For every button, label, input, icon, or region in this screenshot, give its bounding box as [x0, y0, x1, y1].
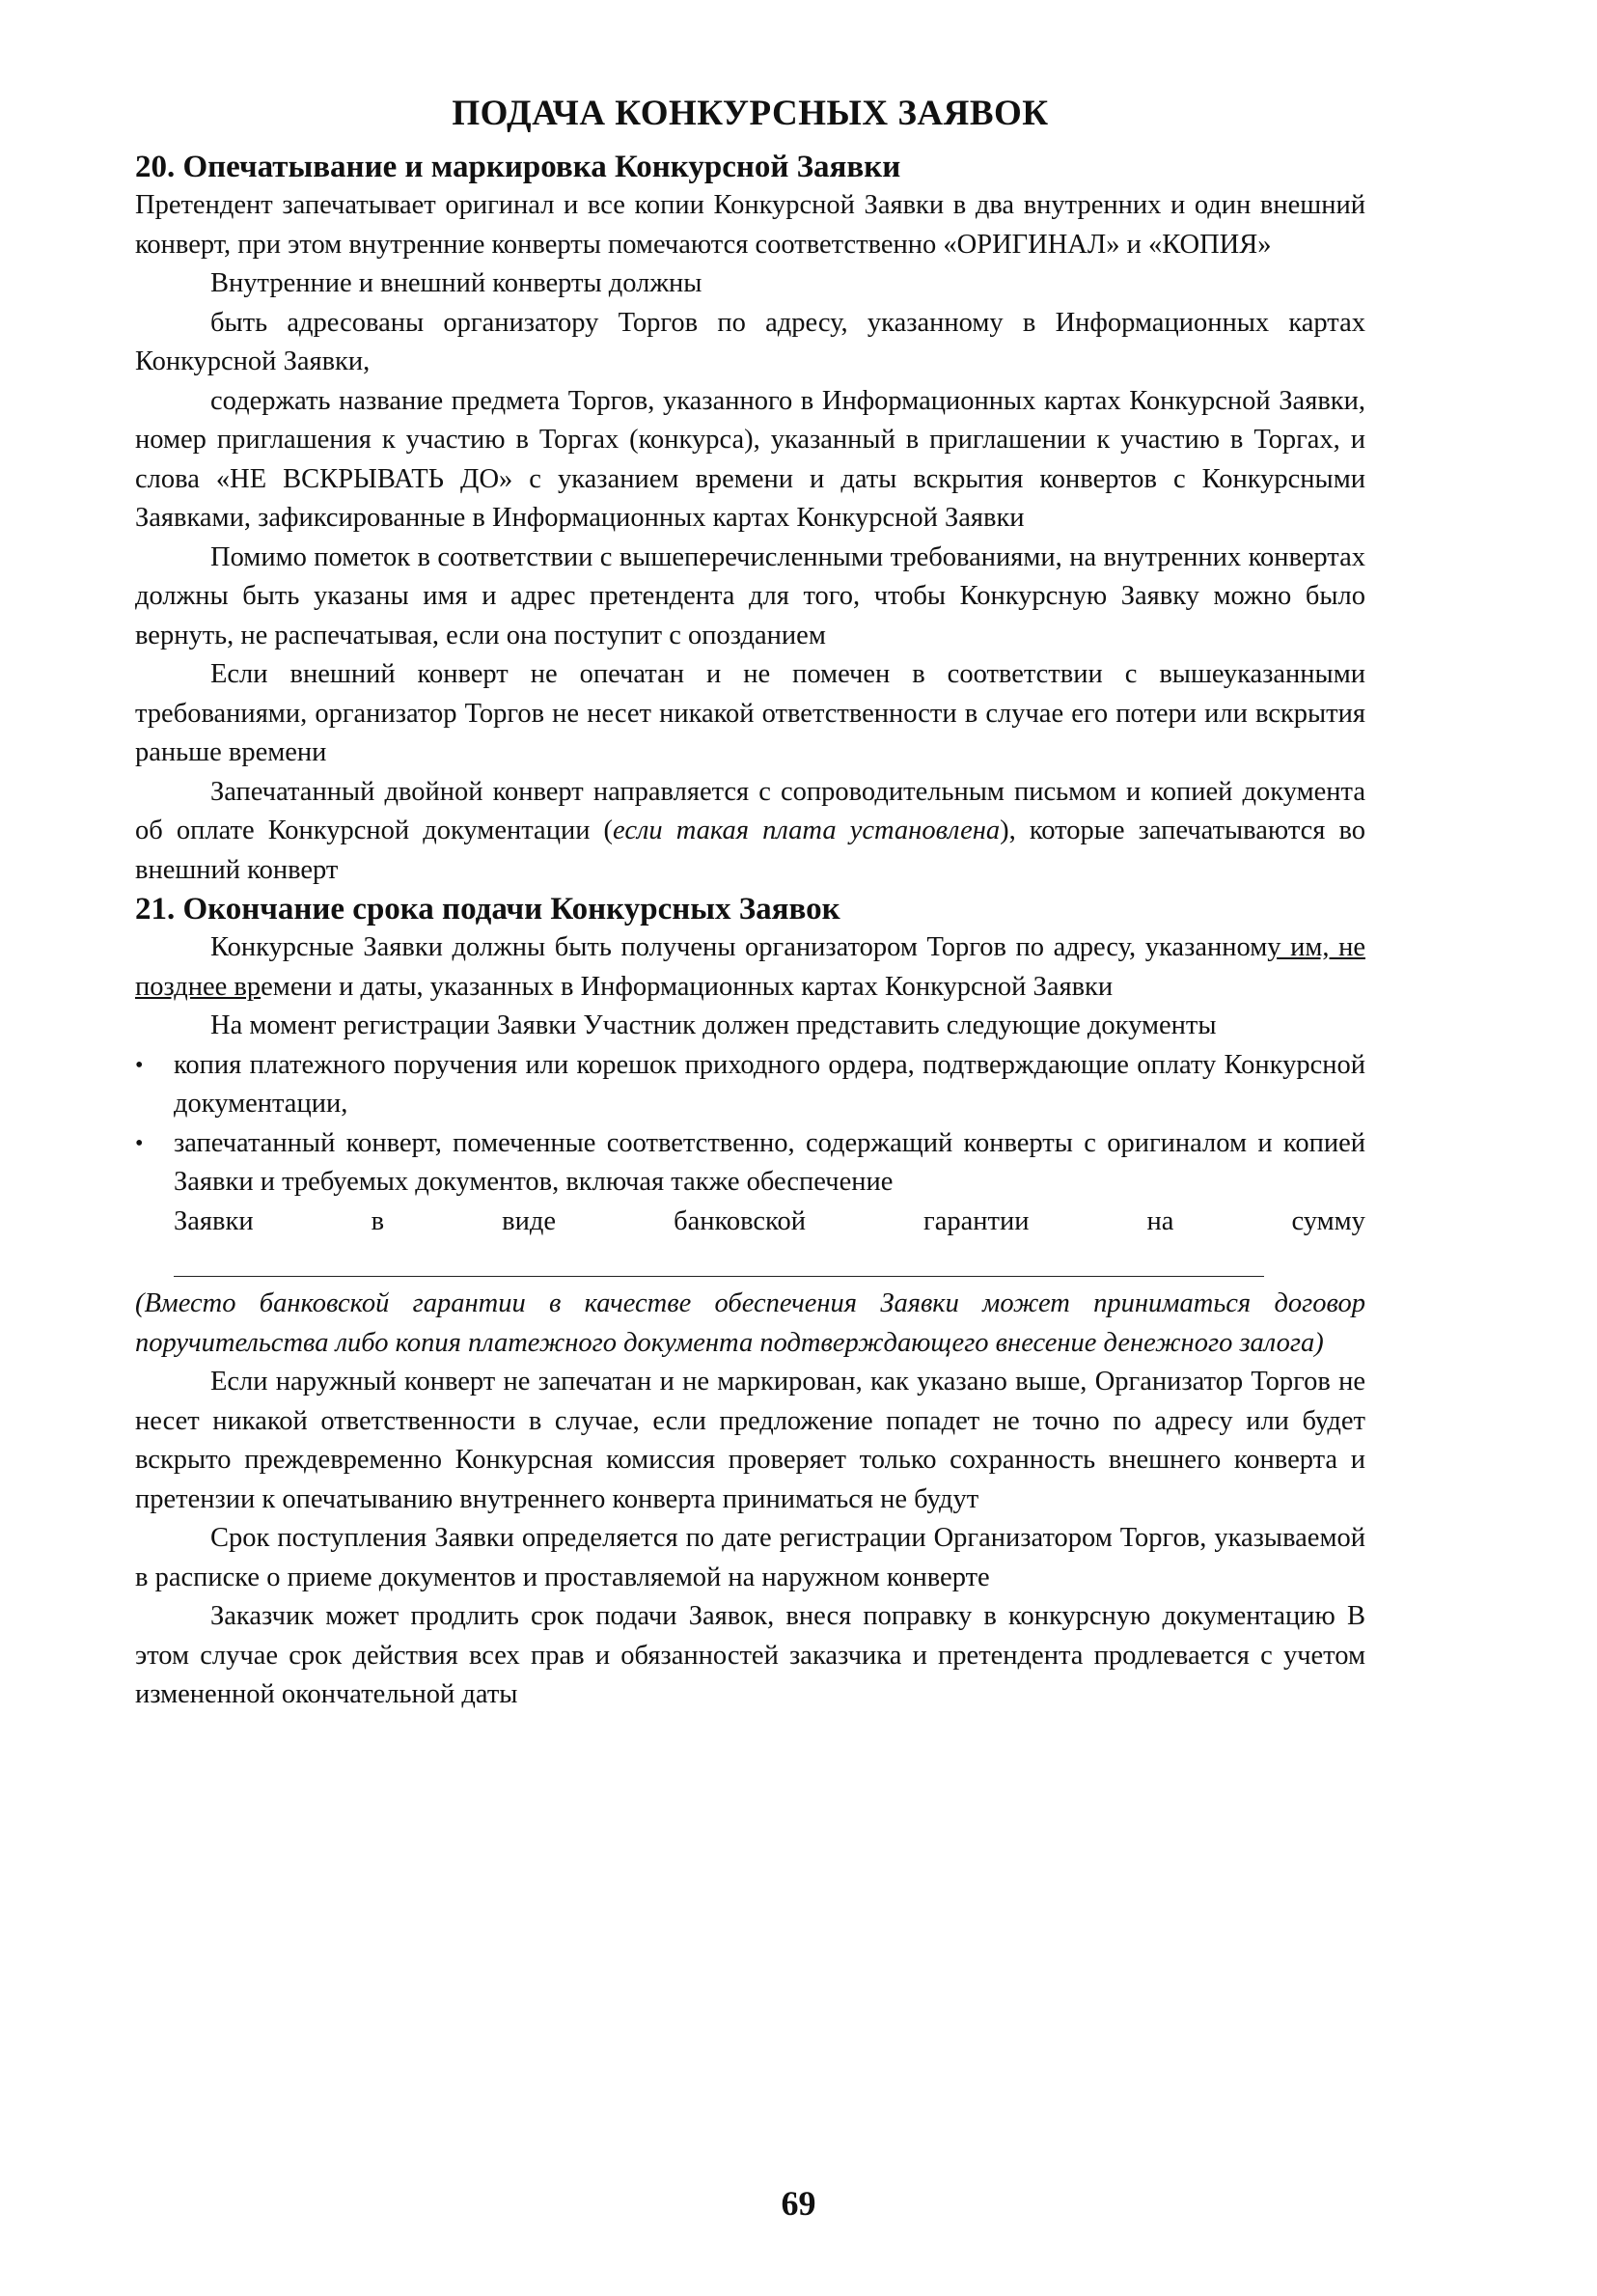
bullet-icon: •: [135, 1130, 144, 1156]
paragraph: Если внешний конверт не опечатан и не помечен в соответствии с вышеуказанными требованиями, организатор Торгов не несет никакой ответственности в случае его потери или вскрытия раньше времени: [135, 659, 1365, 767]
word: виде: [502, 1205, 557, 1236]
paragraph: Претендент запечатывает оригинал и все копии Конкурсной Заявки в два внутренних и один внешний конверт, при этом внутренние конверты помечаются соответственно «ОРИГИНАЛ» и «КОПИЯ»: [135, 190, 1365, 260]
word: сумму: [1291, 1205, 1365, 1236]
word: Заявки: [174, 1205, 254, 1236]
text-run: Запечатанный двойной конверт направляется с сопроводительным письмом и копией документа об оплате Конкурсной документации (: [135, 776, 1365, 845]
list-item: [135, 1124, 1365, 1203]
text-run: Конкурсные Заявки должны быть получены организатором Торгов по адресу, указанном: [210, 932, 1268, 962]
justified-line: [135, 1203, 1365, 1242]
paragraph: [135, 928, 1365, 1007]
paragraph: Помимо пометок в соответствии с вышеперечисленными требованиями, на внутренних конвертах должны быть указаны имя и адрес претендента для того, чтобы Конкурсную Заявку можно было вернуть, не распечатывая, если она поступит с опозданием: [135, 541, 1365, 650]
bullet-icon: •: [135, 1052, 144, 1078]
paragraph: Срок поступления Заявки определяется по дате регистрации Организатором Торгов, указываемой в расписке о приеме документов и проставляемой на наружном конверте: [135, 1523, 1365, 1592]
text-run: ), которые запечатываются во внешний конверт: [135, 816, 1365, 885]
word: в: [371, 1205, 385, 1236]
word: на: [1146, 1205, 1174, 1236]
page-number: 69: [781, 2184, 816, 2223]
list-item-text: запечатанный конверт, помеченные соответственно, содержащий конверты с оригиналом и копией Заявки и требуемых документов, включая также обеспечение: [174, 1127, 1365, 1197]
blank-fill-line: [174, 1241, 1264, 1277]
text-run: емени и даты, указанных в Информационных картах Конкурсной Заявки: [261, 971, 1114, 1002]
paragraph: быть адресованы организатору Торгов по адресу, указанному в Информационных картах Конкурсной Заявки,: [135, 307, 1365, 376]
italic-text: если такая плата установлена: [613, 816, 1001, 845]
paragraph: содержать название предмета Торгов, указанного в Информационных картах Конкурсной Заявки, номер приглашения к участию в Торгах (конкурса), указанный в приглашении к участию в Торгах, и слова «НЕ ВСКРЫВАТЬ ДО» с указанием времени и даты вскрытия конвертов с Конкурсными Заявками, зафиксированные в Информационных картах Конкурсной Заявки: [135, 385, 1365, 533]
list-item-text: копия платежного поручения или корешок приходного ордера, подтверждающие оплату Конкурсной документации,: [174, 1049, 1365, 1119]
section-20-heading: 20. Опечатывание и маркировка Конкурсной Заявки: [135, 150, 901, 184]
paragraph: Внутренние и внешний конверты должны: [210, 268, 702, 298]
page-content: [135, 92, 1365, 1715]
paragraph: Если наружный конверт не запечатан и не маркирован, как указано выше, Организатор Торгов не несет никакой ответственности в случае, если предложение попадет не точно по адресу или будет вскрыто преждевременно Конкурсная комиссия проверяет только сохранность внешнего конверта и претензии к опечатыванию внутреннего конверта приниматься не будут: [135, 1367, 1365, 1514]
list-item: [135, 1046, 1365, 1124]
word: гарантии: [923, 1205, 1030, 1236]
italic-note: (Вместо банковской гарантии в качестве обеспечения Заявки может приниматься договор поручительства либо копия платежного документа подтверждающего внесение денежного залога): [135, 1288, 1365, 1358]
page-title: ПОДАЧА КОНКУРСНЫХ ЗАЯВОК: [452, 94, 1049, 133]
paragraph: [135, 773, 1365, 891]
paragraph: На момент регистрации Заявки Участник должен представить следующие документы: [210, 1010, 1217, 1040]
paragraph: Заказчик может продлить срок подачи Заявок, внеся поправку в конкурсную документацию В этом случае срок действия всех прав и обязанностей заказчика и претендента продлевается с учетом измененной окончательной даты: [135, 1601, 1365, 1709]
word: банковской: [674, 1205, 806, 1236]
underlined-text: у им, не позднее вр: [135, 932, 1365, 1002]
section-21-heading: 21. Окончание срока подачи Конкурсных Заявок: [135, 892, 840, 927]
